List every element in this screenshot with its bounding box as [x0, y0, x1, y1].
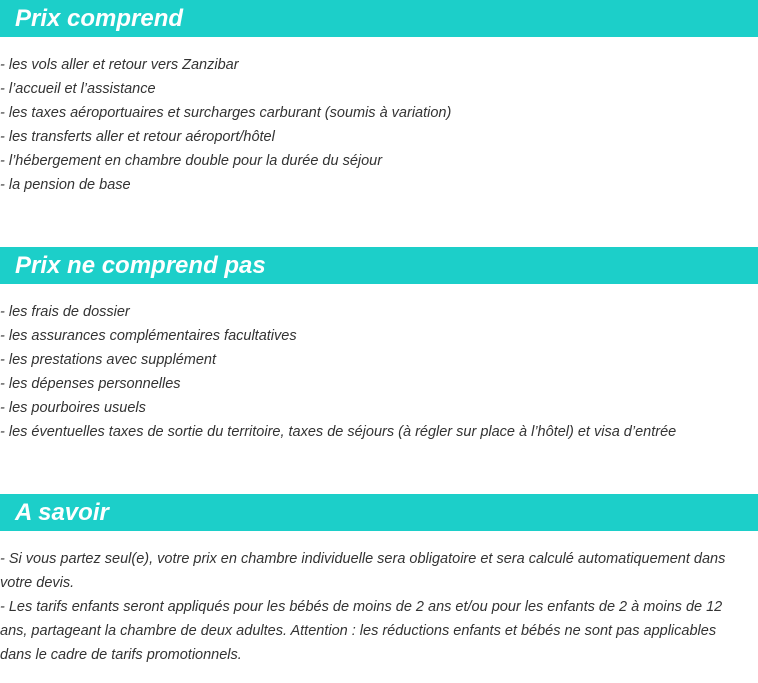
- list-item: - les pourboires usuels: [0, 400, 146, 416]
- section-header-a-savoir: A savoir: [0, 494, 758, 531]
- section-header-prix-comprend: Prix comprend: [0, 0, 758, 37]
- info-paragraph-children: - Les tarifs enfants seront appliqués pour les bébés de moins de 2 ans et/ou pour les enfants de 2 à moins de 12 ans, partageant la chambre de deux adultes. Attention : les réductions enfants et bébés ne sont pas applicables dans le cadre de tarifs promotionnels.: [0, 599, 723, 663]
- list-item: - les transferts aller et retour aéroport/hôtel: [0, 129, 275, 145]
- not-included-list: [0, 300, 758, 444]
- list-item: - les frais de dossier: [0, 304, 130, 320]
- list-item: - les prestations avec supplément: [0, 352, 216, 368]
- section-prix-ne-comprend-pas: [0, 247, 758, 284]
- list-item: - les dépenses personnelles: [0, 376, 181, 392]
- section-a-savoir: [0, 494, 758, 531]
- list-item: - les éventuelles taxes de sortie du territoire, taxes de séjours (à régler sur place à l’hôtel) et visa d’entrée: [0, 424, 677, 440]
- list-item: - l’accueil et l’assistance: [0, 81, 156, 97]
- list-item: - les assurances complémentaires facultatives: [0, 328, 297, 344]
- info-paragraphs: [0, 547, 758, 667]
- section-prix-comprend: [0, 0, 758, 37]
- info-paragraph-solo: - Si vous partez seul(e), votre prix en chambre individuelle sera obligatoire et sera calculé automatiquement dans votre devis.: [0, 551, 726, 591]
- list-item: - l’hébergement en chambre double pour la durée du séjour: [0, 153, 383, 169]
- list-item: - les taxes aéroportuaires et surcharges carburant (soumis à variation): [0, 105, 452, 121]
- included-list: [0, 53, 758, 197]
- list-item: - les vols aller et retour vers Zanzibar: [0, 57, 239, 73]
- list-item: - la pension de base: [0, 177, 131, 193]
- section-header-prix-ne-comprend-pas: Prix ne comprend pas: [0, 247, 758, 284]
